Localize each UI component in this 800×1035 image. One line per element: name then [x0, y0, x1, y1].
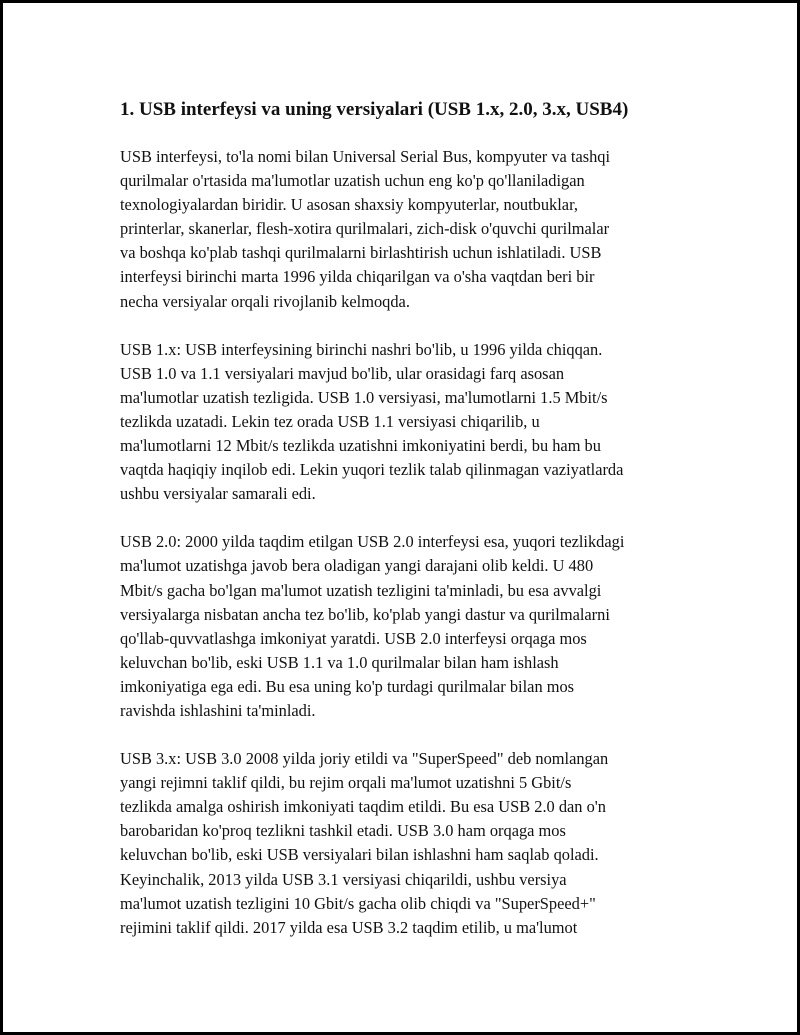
- paragraph-list: [120, 145, 700, 940]
- text-line: tezlikda uzatadi. Lekin tez orada USB 1.1 versiyasi chiqarilib, u: [120, 411, 540, 431]
- text-line: ma'lumotlar uzatish tezligida. USB 1.0 versiyasi, ma'lumotlarni 1.5 Mbit/s: [120, 387, 608, 407]
- paragraph: [120, 747, 700, 940]
- section-heading: 1. USB interfeysi va uning versiyalari (USB 1.x, 2.0, 3.x, USB4): [120, 99, 629, 120]
- text-line: keluvchan bo'lib, eski USB versiyalari bilan ishlashni ham saqlab qoladi.: [120, 845, 599, 865]
- text-line: necha versiyalar orqali rivojlanib kelmoqda.: [120, 291, 410, 311]
- text-line: ma'lumotlarni 12 Mbit/s tezlikda uzatishni imkoniyatini berdi, bu ham bu: [120, 436, 601, 456]
- text-line: USB 2.0: 2000 yilda taqdim etilgan USB 2.0 interfeysi esa, yuqori tezlikdagi: [120, 532, 625, 552]
- text-line: USB 1.0 va 1.1 versiyalari mavjud bo'lib, ular orasidagi farq asosan: [120, 363, 565, 383]
- text-line: qurilmalar o'rtasida ma'lumotlar uzatish uchun eng ko'p qo'llaniladigan: [120, 171, 585, 191]
- text-line: tezlikda amalga oshirish imkoniyati taqdim etildi. Bu esa USB 2.0 dan o'n: [120, 797, 606, 817]
- text-line: Keyinchalik, 2013 yilda USB 3.1 versiyasi chiqarildi, ushbu versiya: [120, 869, 567, 889]
- text-line: ravishda ishlashini ta'minladi.: [120, 700, 316, 720]
- text-line: USB 1.x: USB interfeysining birinchi nashri bo'lib, u 1996 yilda chiqqan.: [120, 339, 603, 359]
- text-line: ma'lumot uzatishga javob bera oladigan yangi darajani olib keldi. U 480: [120, 556, 594, 576]
- text-line: interfeysi birinchi marta 1996 yilda chiqarilgan va o'sha vaqtdan beri bir: [120, 267, 595, 287]
- paragraph: [120, 530, 700, 723]
- text-line: keluvchan bo'lib, eski USB 1.1 va 1.0 qurilmalar bilan ham ishlash: [120, 652, 559, 672]
- text-line: qo'llab-quvvatlashga imkoniyat yaratdi. USB 2.0 interfeysi orqaga mos: [120, 628, 587, 648]
- document-body: [120, 97, 700, 964]
- text-line: USB 3.x: USB 3.0 2008 yilda joriy etildi va "SuperSpeed" deb nomlangan: [120, 749, 609, 769]
- text-line: rejimini taklif qildi. 2017 yilda esa USB 3.2 taqdim etilib, u ma'lumot: [120, 917, 578, 937]
- text-line: printerlar, skanerlar, flesh-xotira qurilmalari, zich-disk o'quvchi qurilmalar: [120, 219, 610, 239]
- text-line: va boshqa ko'plab tashqi qurilmalarni birlashtirish uchun ishlatiladi. USB: [120, 243, 602, 263]
- text-line: ma'lumot uzatish tezligini 10 Gbit/s gacha olib chiqdi va "SuperSpeed+": [120, 893, 596, 913]
- text-line: versiyalarga nisbatan ancha tez bo'lib, ko'plab yangi dastur va qurilmalarni: [120, 604, 610, 624]
- paragraph: [120, 145, 700, 314]
- text-line: USB interfeysi, to'la nomi bilan Universal Serial Bus, kompyuter va tashqi: [120, 147, 611, 166]
- paragraph: [120, 338, 700, 507]
- text-line: barobaridan ko'proq tezlikni tashkil etadi. USB 3.0 ham orqaga mos: [120, 821, 566, 841]
- text-line: imkoniyatiga ega edi. Bu esa uning ko'p turdagi qurilmalar bilan mos: [120, 676, 575, 696]
- text-line: Mbit/s gacha bo'lgan ma'lumot uzatish tezligini ta'minladi, bu esa avvalgi: [120, 580, 602, 600]
- text-line: ushbu versiyalar samarali edi.: [120, 484, 316, 504]
- text-line: vaqtda haqiqiy inqilob edi. Lekin yuqori tezlik talab qilinmagan vaziyatlarda: [120, 460, 624, 480]
- text-line: yangi rejimni taklif qildi, bu rejim orqali ma'lumot uzatishni 5 Gbit/s: [120, 773, 572, 793]
- text-line: texnologiyalardan biridir. U asosan shaxsiy kompyuterlar, noutbuklar,: [120, 195, 578, 215]
